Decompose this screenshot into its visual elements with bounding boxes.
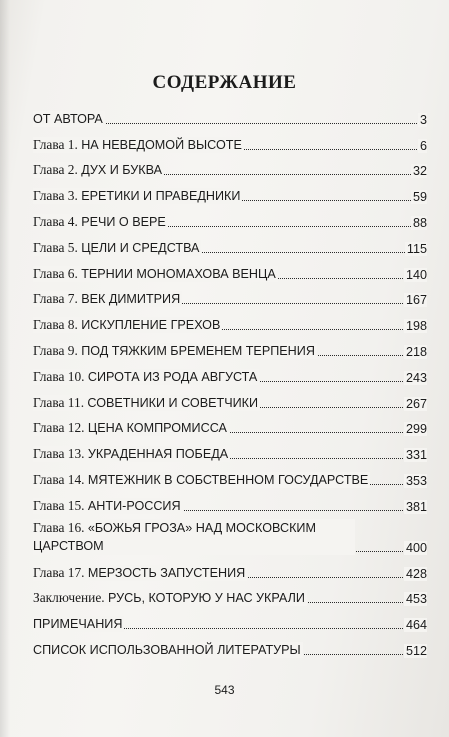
toc-entry: [33, 561, 427, 587]
toc-entry-title: НА НЕВЕДОМОЙ ВЫСОТЕ: [81, 137, 242, 152]
toc-entry-prefix: Глава 11.: [33, 394, 88, 410]
toc-entry-page: 59: [412, 190, 427, 205]
toc-entry-page: 400: [405, 540, 427, 555]
toc-entry: [33, 159, 427, 185]
toc-entry-page: 3: [419, 112, 427, 127]
toc-entry-label: [33, 291, 182, 307]
toc-entry: [33, 442, 427, 468]
toc-entry-label: [33, 343, 317, 359]
toc-entry: [33, 520, 427, 561]
toc-entry-title: МЯТЕЖНИК В СОБСТВЕННОМ ГОСУДАРСТВЕ: [87, 472, 369, 487]
toc-entry: [33, 365, 427, 391]
toc-entry-prefix: Глава 2.: [33, 162, 82, 178]
table-of-contents: [33, 107, 427, 664]
toc-entry-title: ОТ АВТОРА: [33, 111, 103, 126]
toc-entry-title: УКРАДЕННАЯ ПОБЕДА: [87, 447, 229, 462]
toc-entry: [33, 133, 427, 159]
toc-entry-title: ЕРЕТИКИ И ПРАВЕДНИКИ: [81, 189, 241, 204]
toc-entry-page: 140: [405, 267, 427, 282]
toc-entry: [33, 494, 427, 520]
toc-entry-page: 115: [406, 241, 427, 256]
toc-entry-prefix: Глава 12.: [33, 420, 88, 436]
toc-entry-page: 428: [405, 566, 427, 581]
toc-entry-page: 167: [405, 293, 427, 308]
toc-entry-prefix: Глава 15.: [33, 497, 88, 513]
toc-entry: [33, 107, 427, 133]
toc-entry-label: [33, 137, 244, 153]
toc-entry-label: [33, 395, 260, 411]
toc-entry-label: [33, 240, 201, 256]
toc-entry-label: [33, 369, 259, 385]
page-title: СОДЕРЖАНИЕ: [152, 72, 297, 93]
toc-entry-title: ПОД ТЯЖКИМ БРЕМЕНЕМ ТЕРПЕНИЯ: [81, 343, 315, 358]
toc-entry-page: 6: [419, 138, 427, 153]
toc-entry: [33, 339, 427, 365]
toc-entry-label: [33, 590, 307, 606]
toc-entry-title: ЦЕНА КОМПРОМИССА: [87, 421, 227, 436]
toc-entry: [33, 262, 427, 288]
toc-entry-page: 243: [405, 370, 427, 385]
toc-entry-page: 198: [405, 319, 427, 334]
toc-entry-title: ЦЕЛИ И СРЕДСТВА: [81, 240, 200, 255]
toc-entry: [33, 638, 427, 664]
toc-entry-page: 512: [405, 643, 427, 658]
toc-entry-page: 453: [405, 592, 427, 607]
toc-entry-label: [33, 642, 303, 658]
toc-entry-label: [33, 111, 105, 127]
toc-entry-prefix: Глава 13.: [33, 446, 88, 462]
toc-entry-prefix: Глава 3.: [33, 188, 82, 204]
toc-entry-prefix: Глава 16.: [33, 519, 88, 535]
toc-entry-title: СОВЕТНИКИ И СОВЕТЧИКИ: [87, 395, 259, 410]
toc-entry-label: [33, 162, 164, 178]
toc-entry-prefix: Глава 9.: [33, 342, 82, 358]
toc-entry-label: [33, 446, 230, 462]
toc-entry-page: 464: [405, 618, 427, 633]
toc-entry-page: 299: [405, 422, 427, 437]
toc-entry-prefix: Заключение.: [33, 590, 108, 606]
toc-entry-prefix: Глава 14.: [33, 471, 88, 487]
toc-entry: [33, 236, 427, 262]
toc-entry-label: [33, 188, 242, 204]
toc-entry-prefix: Глава 7.: [33, 291, 82, 307]
toc-entry-title: «БОЖЬЯ ГРОЗА» НАД МОСКОВСКИМ ЦАРСТВОМ: [33, 520, 316, 553]
toc-entry-title: ТЕРНИИ МОНОМАХОВА ВЕНЦА: [81, 266, 276, 281]
toc-entry-prefix: Глава 8.: [33, 317, 82, 333]
toc-entry-title: СИРОТА ИЗ РОДА АВГУСТА: [87, 369, 258, 384]
toc-entry-label: [33, 565, 247, 581]
toc-entry-title: СПИСОК ИСПОЛЬЗОВАННОЙ ЛИТЕРАТУРЫ: [33, 642, 301, 657]
toc-entry-label: [33, 498, 183, 514]
toc-entry-label: [33, 472, 370, 488]
toc-entry-title: ДУХ И БУКВА: [81, 163, 163, 178]
toc-entry-page: 218: [405, 344, 427, 359]
toc-entry-page: 32: [412, 164, 427, 179]
toc-entry-label: [33, 616, 124, 632]
toc-entry: [33, 210, 427, 236]
toc-entry-title: МЕРЗОСТЬ ЗАПУСТЕНИЯ: [87, 565, 246, 580]
toc-entry-prefix: Глава 17.: [33, 564, 88, 580]
toc-entry: [33, 184, 427, 210]
toc-entry: [33, 587, 427, 613]
toc-entry-page: 353: [405, 473, 427, 488]
toc-entry-page: 88: [412, 215, 427, 230]
toc-entry-page: 381: [405, 499, 427, 514]
toc-entry-label: [33, 317, 222, 333]
toc-entry-prefix: Глава 10.: [33, 368, 88, 384]
toc-entry: [33, 612, 427, 638]
toc-entry-title: АНТИ-РОССИЯ: [87, 498, 181, 513]
toc-entry-label: [33, 266, 278, 282]
toc-entry: [33, 468, 427, 494]
toc-entry-page: 331: [405, 448, 427, 463]
toc-entry-title: ПРИМЕЧАНИЯ: [33, 617, 123, 632]
toc-entry: [33, 391, 427, 417]
toc-entry: [33, 288, 427, 314]
toc-entry-label: [33, 420, 229, 436]
toc-entry-prefix: Глава 5.: [33, 239, 82, 255]
toc-entry-title: РЕЧИ О ВЕРЕ: [81, 214, 166, 229]
toc-entry-prefix: Глава 6.: [33, 265, 82, 281]
toc-entry-title: ВЕК ДИМИТРИЯ: [81, 292, 181, 307]
toc-entry-label: [33, 519, 355, 555]
toc-entry-prefix: Глава 1.: [33, 136, 82, 152]
toc-entry-prefix: Глава 4.: [33, 213, 82, 229]
page-number: 543: [214, 683, 235, 697]
toc-entry: [33, 417, 427, 443]
toc-entry-title: РУСЬ, КОТОРУЮ У НАС УКРАЛИ: [107, 591, 305, 606]
toc-entry-label: [33, 214, 168, 230]
toc-entry-page: 267: [405, 396, 427, 411]
toc-entry: [33, 313, 427, 339]
toc-entry-title: ИСКУПЛЕНИЕ ГРЕХОВ: [81, 318, 221, 333]
